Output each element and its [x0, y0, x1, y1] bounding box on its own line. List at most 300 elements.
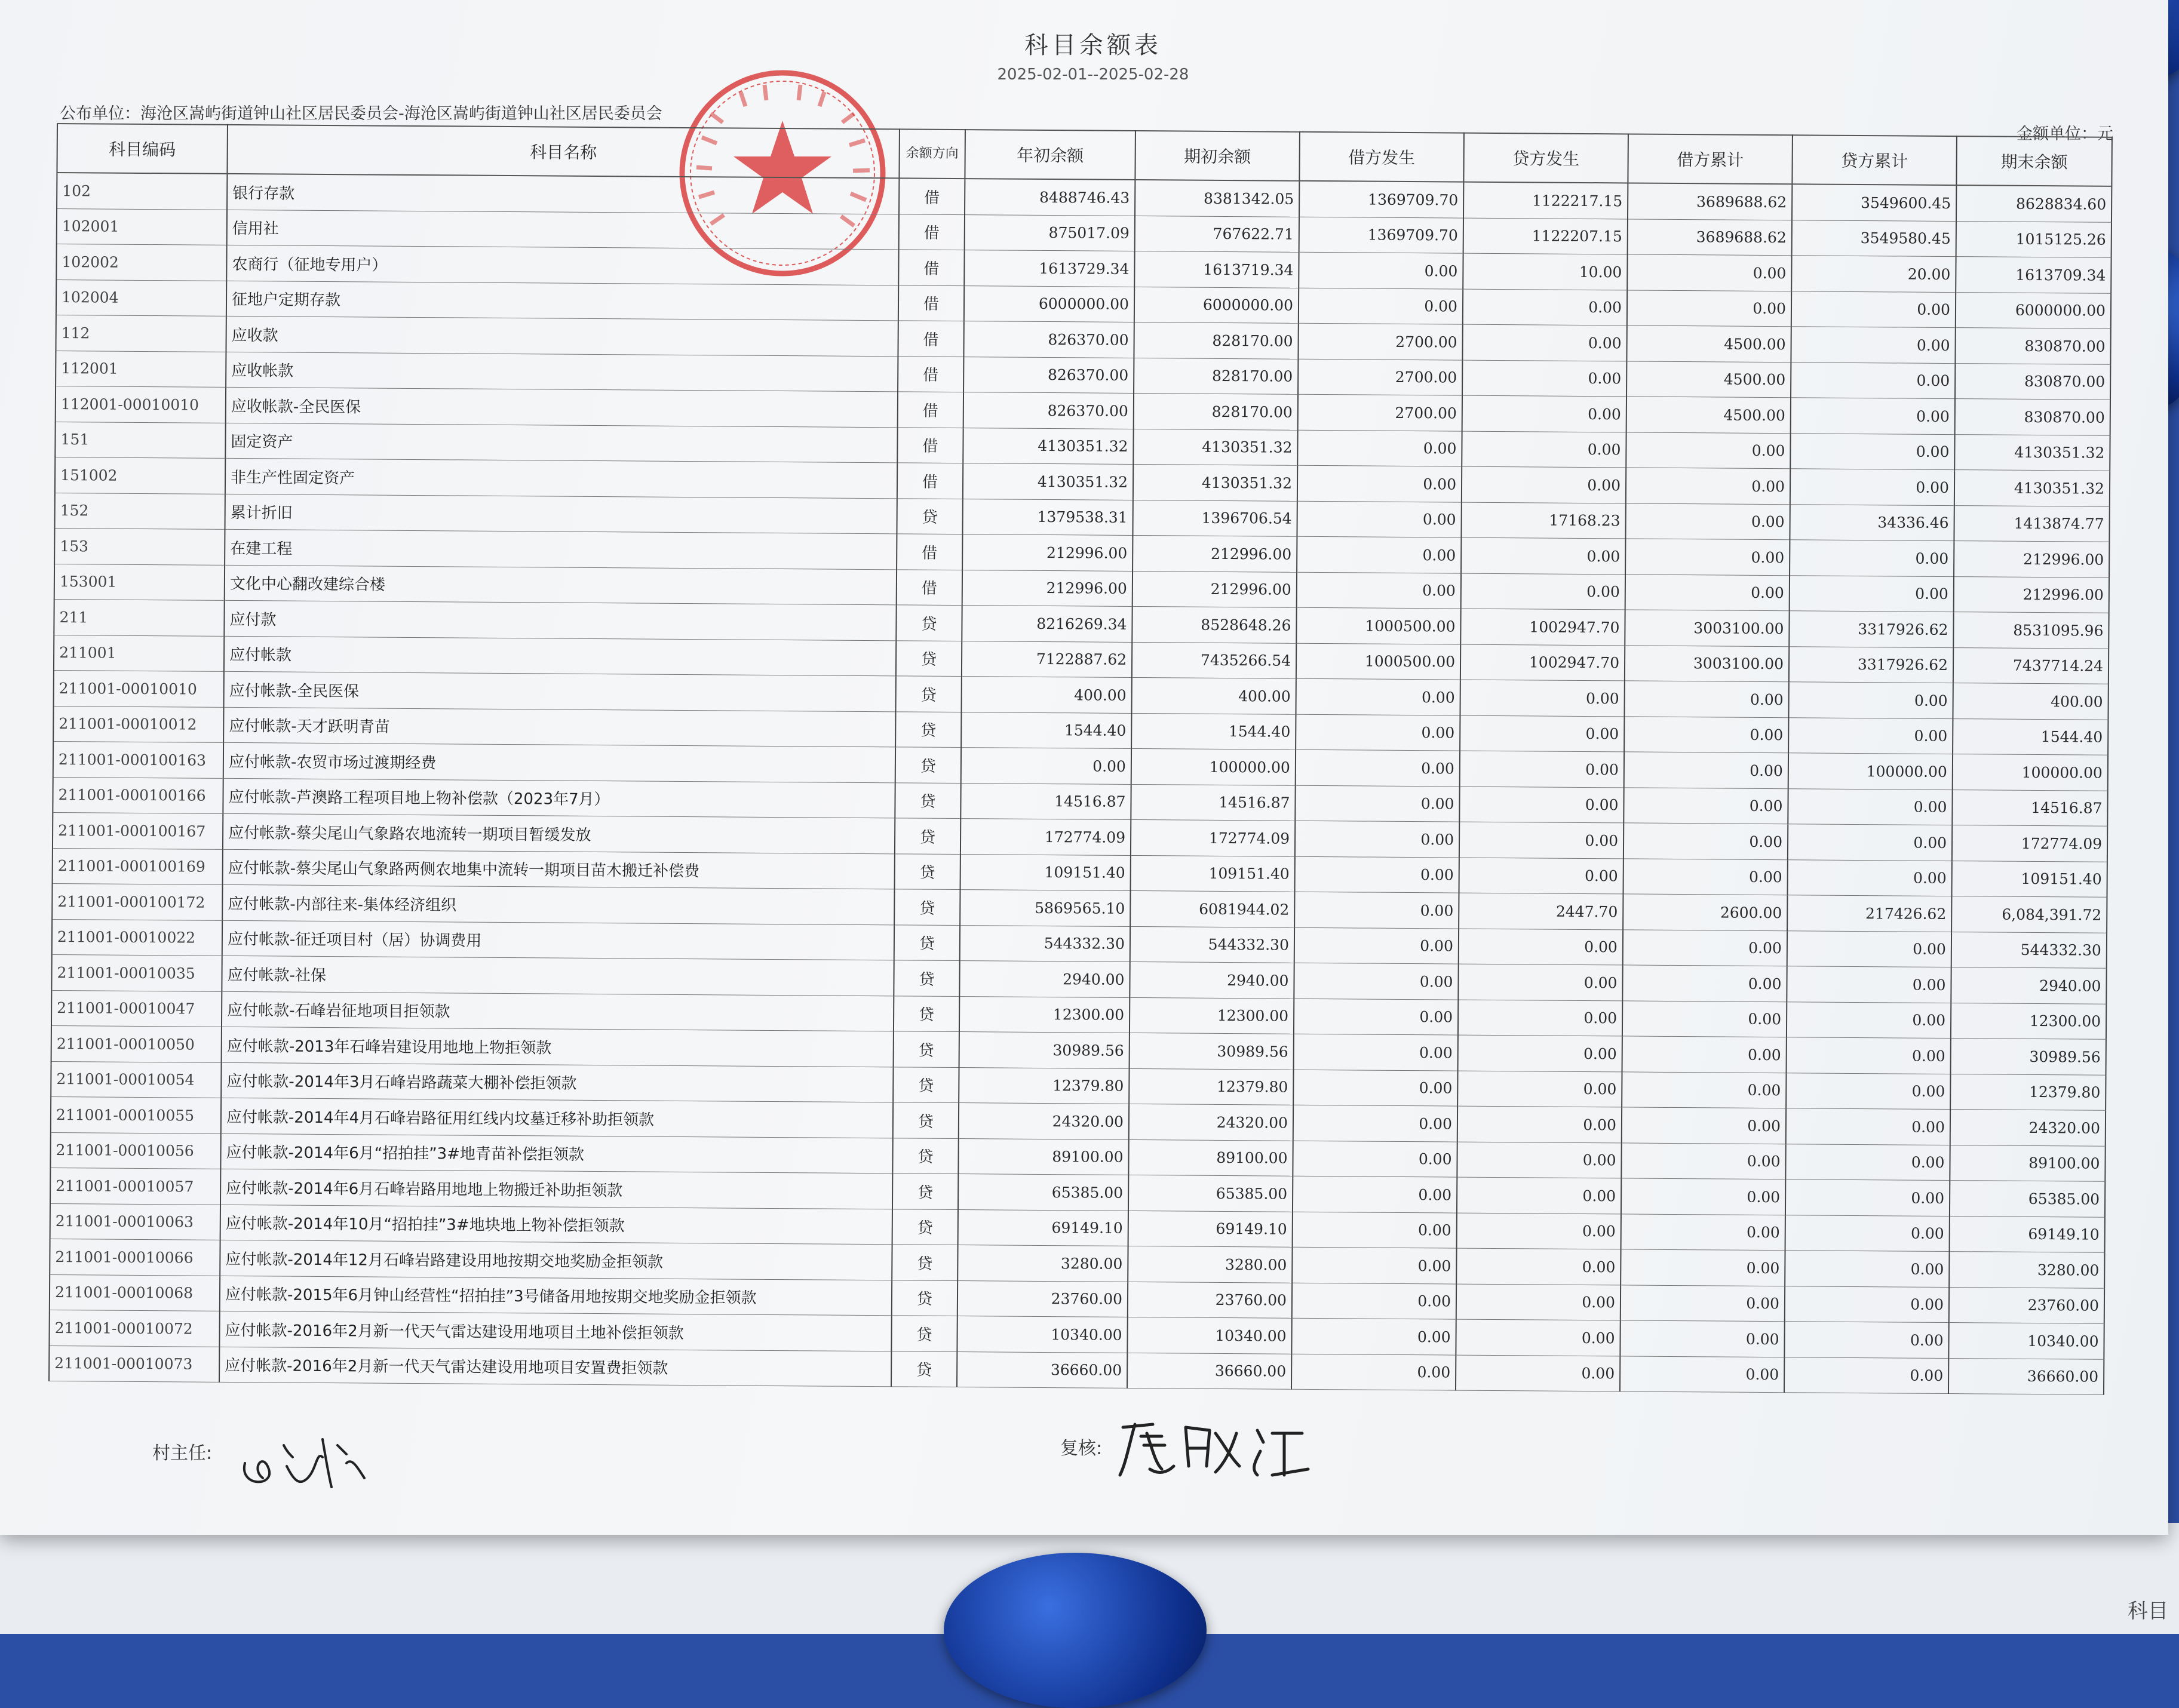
cell-debit-cum: 4500.00	[1626, 325, 1791, 362]
cell-dir: 借	[898, 392, 963, 428]
cell-credit: 0.00	[1457, 1106, 1622, 1142]
cell-closing: 4130351.32	[1954, 470, 2110, 506]
cell-name: 征地户定期存款	[226, 281, 898, 321]
cell-opening-period: 212996.00	[1133, 571, 1297, 607]
cell-code: 102	[57, 173, 227, 210]
cell-opening-year: 544332.30	[960, 925, 1130, 961]
cell-credit: 17168.23	[1461, 502, 1625, 539]
cell-debit: 0.00	[1297, 430, 1462, 466]
cell-dir: 贷	[895, 747, 961, 783]
cell-code: 211001-00010010	[54, 670, 224, 706]
cell-debit-cum: 0.00	[1623, 787, 1788, 824]
cell-name: 非生产性固定资产	[225, 458, 897, 498]
cell-credit: 0.00	[1460, 751, 1624, 787]
cell-code: 211001-00010012	[53, 706, 223, 742]
cell-credit: 0.00	[1462, 395, 1626, 432]
cell-name: 应付帐款-2014年6月“招拍挂”3#地青苗补偿拒领款	[220, 1133, 892, 1174]
cell-credit: 1002947.70	[1460, 644, 1625, 681]
cell-credit-cum: 0.00	[1785, 1144, 1950, 1180]
cell-dir: 贷	[892, 1280, 957, 1316]
cell-credit-cum: 3549580.45	[1792, 220, 1956, 256]
cell-dir: 借	[897, 463, 963, 499]
cell-name: 应付帐款-2014年4月石峰岩路征用红线内坟墓迁移补助拒领款	[221, 1098, 893, 1138]
cell-code: 152	[55, 493, 225, 529]
cell-dir: 借	[898, 321, 963, 357]
cell-debit: 0.00	[1293, 1105, 1457, 1141]
cell-code: 102001	[57, 208, 227, 245]
cell-name: 应付帐款-2014年6月石峰岩路用地地上物搬迁补助拒领款	[220, 1169, 892, 1209]
cell-dir: 借	[897, 569, 962, 605]
cell-closing: 24320.00	[1950, 1110, 2106, 1146]
cell-name: 在建工程	[225, 529, 897, 569]
header-debit-cumulative: 借方累计	[1628, 134, 1793, 184]
reviewer-signature	[1111, 1409, 1338, 1493]
cell-opening-period: 1544.40	[1131, 713, 1296, 749]
cell-dir: 借	[898, 356, 963, 392]
cell-debit-cum: 0.00	[1627, 290, 1791, 326]
cell-credit: 0.00	[1462, 360, 1626, 397]
cell-debit-cum: 0.00	[1624, 716, 1788, 752]
cell-closing: 212996.00	[1954, 541, 2109, 577]
cell-closing: 36660.00	[1948, 1358, 2104, 1394]
cell-dir: 贷	[894, 924, 960, 960]
cell-closing: 89100.00	[1950, 1145, 2105, 1181]
cell-dir: 贷	[895, 711, 961, 747]
cell-opening-period: 8528648.26	[1132, 606, 1296, 643]
cell-debit: 0.00	[1292, 1247, 1456, 1283]
cell-code: 211001-00010063	[50, 1203, 220, 1240]
cell-debit: 0.00	[1295, 821, 1459, 857]
cell-name: 应付帐款-2014年10月“招拍挂”3#地块地上物补偿拒领款	[220, 1205, 892, 1245]
cell-credit: 0.00	[1456, 1284, 1621, 1320]
cell-code: 211001-00010057	[50, 1168, 220, 1204]
cell-credit-cum: 0.00	[1788, 788, 1952, 825]
cell-code: 211001-000100166	[53, 777, 223, 813]
cell-credit: 1002947.70	[1460, 609, 1625, 645]
table-body	[49, 173, 2112, 1394]
cell-debit-cum: 0.00	[1620, 1356, 1784, 1392]
cell-closing: 2940.00	[1951, 967, 2106, 1004]
cell-opening-period: 36660.00	[1127, 1353, 1291, 1389]
cell-code: 211001	[54, 635, 224, 671]
cell-credit-cum: 3317926.62	[1789, 646, 1953, 683]
cell-dir: 贷	[894, 960, 959, 996]
cell-dir: 借	[899, 214, 965, 250]
cell-debit: 2700.00	[1298, 323, 1462, 360]
cell-debit-cum: 0.00	[1625, 539, 1790, 575]
cell-dir: 贷	[896, 640, 962, 676]
cell-opening-period: 23760.00	[1128, 1282, 1292, 1318]
cell-closing: 830870.00	[1955, 328, 2110, 364]
cell-name: 应付帐款-芦澳路工程项目地上物补偿款（2023年7月）	[223, 778, 895, 818]
cell-credit: 0.00	[1457, 1071, 1622, 1107]
header-opening-period-balance: 期初余额	[1135, 131, 1300, 181]
cell-opening-period: 767622.71	[1135, 216, 1299, 252]
cell-closing: 1613709.34	[1956, 257, 2111, 293]
cell-opening-year: 400.00	[961, 677, 1131, 713]
cell-debit: 1000500.00	[1296, 607, 1460, 644]
cell-dir: 贷	[895, 676, 961, 712]
cell-closing: 212996.00	[1954, 576, 2109, 613]
cell-opening-year: 65385.00	[958, 1174, 1128, 1211]
cell-credit: 0.00	[1461, 573, 1625, 610]
cell-name: 应付帐款-全民医保	[224, 671, 896, 711]
cell-name: 信用社	[227, 210, 899, 250]
cell-debit-cum: 0.00	[1621, 1178, 1785, 1215]
cell-closing: 1015125.26	[1956, 221, 2112, 257]
cell-opening-period: 828170.00	[1134, 393, 1298, 429]
cell-credit-cum: 0.00	[1791, 327, 1955, 363]
village-head-signature	[227, 1421, 382, 1499]
cell-debit-cum: 0.00	[1620, 1320, 1784, 1357]
publishing-unit: 公布单位：海沧区嵩屿街道钟山社区居民委员会-海沧区嵩屿街道钟山社区居民委员会	[60, 105, 662, 123]
cell-opening-period: 65385.00	[1128, 1175, 1293, 1211]
header-opening-year-balance: 年初余额	[965, 130, 1135, 180]
cell-opening-year: 36660.00	[957, 1351, 1127, 1388]
cell-code: 151	[55, 422, 225, 458]
cell-code: 112001-00010010	[56, 386, 226, 422]
cell-dir: 贷	[895, 818, 960, 854]
cell-debit: 0.00	[1297, 572, 1461, 609]
cell-name: 应收帐款-全民医保	[226, 387, 898, 427]
cell-name: 应付帐款-2016年2月新一代天气雷达建设用地项目安置费拒领款	[219, 1347, 891, 1387]
document-period: 2025-02-01--2025-02-28	[997, 66, 1189, 84]
cell-closing: 12379.80	[1950, 1074, 2106, 1110]
cell-code: 211001-000100167	[53, 812, 223, 849]
cell-name: 应付帐款-天才跃明青苗	[223, 707, 895, 747]
cell-opening-period: 109151.40	[1131, 855, 1295, 892]
cell-closing: 109151.40	[1951, 861, 2107, 897]
cell-name: 应付帐款-2016年2月新一代天气雷达建设用地项目土地补偿拒领款	[219, 1311, 891, 1351]
cell-closing: 830870.00	[1955, 363, 2110, 400]
cell-credit: 0.00	[1462, 431, 1626, 468]
cell-code: 211001-00010073	[49, 1345, 219, 1382]
cell-dir: 贷	[891, 1316, 957, 1351]
cell-credit: 2447.70	[1459, 893, 1623, 929]
cell-credit-cum: 0.00	[1784, 1357, 1948, 1393]
cell-credit: 0.00	[1459, 858, 1623, 894]
cell-code: 102004	[56, 279, 226, 316]
cell-credit-cum: 0.00	[1790, 540, 1954, 576]
account-balance-table	[48, 123, 2113, 1395]
cell-credit-cum: 217426.62	[1787, 895, 1951, 932]
cell-debit: 0.00	[1293, 1070, 1457, 1106]
cell-credit-cum: 0.00	[1785, 1286, 1949, 1322]
cell-debit-cum: 4500.00	[1626, 397, 1791, 433]
cell-credit-cum: 0.00	[1790, 433, 1954, 469]
cell-debit: 0.00	[1294, 1034, 1458, 1070]
cell-debit-cum: 0.00	[1621, 1142, 1785, 1179]
cell-credit: 1122207.15	[1463, 218, 1628, 254]
cell-closing: 7437714.24	[1953, 647, 2109, 684]
cell-debit-cum: 3003100.00	[1625, 645, 1789, 681]
cell-credit: 0.00	[1458, 964, 1622, 1000]
cell-debit-cum: 0.00	[1622, 1071, 1786, 1108]
cell-debit: 0.00	[1293, 1212, 1457, 1248]
cell-dir: 贷	[895, 782, 960, 818]
cell-opening-year: 826370.00	[963, 321, 1134, 358]
cell-opening-year: 12379.80	[959, 1067, 1129, 1104]
cell-dir: 贷	[892, 1209, 958, 1245]
cell-code: 211001-00010072	[49, 1310, 219, 1346]
cell-credit: 1122217.15	[1463, 182, 1628, 219]
cell-debit-cum: 0.00	[1621, 1249, 1785, 1286]
cell-credit-cum: 3549600.45	[1792, 184, 1956, 221]
cell-name: 银行存款	[227, 174, 899, 214]
cell-name: 应付帐款-农贸市场过渡期经费	[223, 742, 895, 782]
cell-credit-cum: 0.00	[1785, 1215, 1950, 1251]
cell-code: 112	[56, 315, 226, 351]
cell-opening-period: 6081944.02	[1130, 890, 1294, 927]
cell-debit: 2700.00	[1298, 394, 1462, 431]
cell-credit-cum: 0.00	[1785, 1179, 1950, 1216]
cell-opening-year: 7122887.62	[962, 641, 1132, 677]
cell-credit-cum: 100000.00	[1788, 753, 1953, 790]
cell-closing: 172774.09	[1952, 825, 2107, 862]
cell-credit: 0.00	[1456, 1248, 1621, 1285]
cell-debit-cum: 0.00	[1622, 965, 1787, 1002]
currency-unit: 金额单位：元	[2017, 125, 2113, 143]
cell-opening-year: 89100.00	[958, 1138, 1128, 1175]
cell-opening-year: 4130351.32	[963, 428, 1133, 464]
cell-opening-year: 4130351.32	[963, 463, 1133, 500]
cell-closing: 6000000.00	[1956, 292, 2111, 328]
cell-opening-year: 1613729.34	[964, 250, 1134, 287]
cell-debit: 0.00	[1299, 288, 1463, 324]
cell-dir: 贷	[895, 853, 960, 889]
cell-code: 211001-00010054	[51, 1061, 221, 1098]
next-sheet-label: 科目	[2128, 1599, 2168, 1623]
cell-debit: 0.00	[1299, 252, 1463, 288]
cell-opening-year: 0.00	[961, 748, 1131, 784]
cell-opening-period: 14516.87	[1131, 784, 1295, 821]
cell-opening-period: 89100.00	[1128, 1139, 1293, 1176]
cell-dir: 贷	[894, 1031, 959, 1067]
cell-credit-cum: 0.00	[1787, 966, 1951, 1003]
cell-closing: 6,084,391.72	[1951, 896, 2107, 933]
cell-dir: 借	[897, 427, 963, 463]
cell-code: 211001-00010050	[51, 1025, 222, 1062]
cell-closing: 3280.00	[1949, 1252, 2104, 1288]
cell-credit: 0.00	[1458, 1000, 1622, 1036]
cell-credit: 10.00	[1463, 253, 1627, 290]
cell-credit-cum: 0.00	[1787, 1037, 1951, 1074]
cell-credit: 0.00	[1462, 466, 1626, 503]
cell-code: 211001-00010022	[52, 919, 222, 956]
cell-opening-year: 1379538.31	[962, 499, 1133, 535]
cell-credit: 0.00	[1460, 680, 1624, 716]
cell-credit: 0.00	[1462, 324, 1626, 361]
cell-name: 应收款	[226, 316, 898, 356]
cell-name: 应付帐款-内部往来-集体经济组织	[222, 884, 894, 924]
cell-name: 固定资产	[225, 423, 897, 463]
cell-name: 应付款	[224, 600, 896, 640]
cell-credit: 0.00	[1459, 929, 1623, 965]
cell-debit: 0.00	[1296, 749, 1460, 786]
cell-credit-cum: 0.00	[1786, 1108, 1950, 1145]
cell-credit-cum: 0.00	[1786, 1073, 1950, 1109]
cell-debit-cum: 0.00	[1621, 1285, 1785, 1321]
cell-closing: 830870.00	[1955, 399, 2110, 435]
cell-debit: 0.00	[1295, 785, 1459, 822]
cell-opening-period: 100000.00	[1131, 748, 1296, 785]
cell-credit: 0.00	[1458, 1035, 1622, 1071]
cell-credit: 0.00	[1459, 822, 1623, 858]
cell-credit: 0.00	[1457, 1213, 1621, 1249]
cell-credit-cum: 0.00	[1788, 717, 1953, 754]
cell-debit: 0.00	[1297, 501, 1461, 537]
cell-opening-year: 875017.09	[965, 214, 1135, 251]
cell-dir: 贷	[893, 1067, 959, 1102]
cell-dir: 借	[899, 178, 965, 214]
cell-opening-period: 3280.00	[1128, 1246, 1292, 1282]
cell-name: 应收帐款	[226, 352, 898, 392]
cell-name: 累计折旧	[225, 494, 897, 534]
cell-debit: 0.00	[1291, 1318, 1456, 1354]
cell-opening-period: 828170.00	[1134, 358, 1298, 394]
cell-dir: 贷	[894, 996, 959, 1031]
cell-debit-cum: 2600.00	[1623, 894, 1787, 930]
cell-code: 211	[54, 599, 224, 635]
cell-opening-period: 69149.10	[1128, 1211, 1293, 1247]
cell-code: 211001-00010047	[51, 990, 222, 1027]
cell-credit-cum: 0.00	[1790, 575, 1954, 612]
cell-name: 文化中心翻改建综合楼	[225, 565, 897, 605]
cell-credit-cum: 0.00	[1784, 1322, 1948, 1358]
cell-closing: 69149.10	[1950, 1216, 2105, 1252]
cell-dir: 贷	[892, 1174, 958, 1209]
cell-name: 应付帐款-征迁项目村（居）协调费用	[222, 920, 894, 960]
cell-closing: 12300.00	[1951, 1003, 2106, 1039]
cell-debit: 0.00	[1293, 1176, 1457, 1212]
cell-credit-cum: 34336.46	[1790, 504, 1954, 540]
cell-debit: 0.00	[1291, 1354, 1456, 1390]
cell-credit-cum: 0.00	[1787, 859, 1951, 896]
cell-debit-cum: 0.00	[1622, 1000, 1787, 1037]
header-credit-cumulative: 贷方累计	[1792, 135, 1957, 185]
cell-opening-year: 24320.00	[959, 1103, 1129, 1139]
cell-opening-year: 8216269.34	[962, 606, 1132, 642]
cell-opening-year: 2940.00	[959, 961, 1130, 997]
cell-opening-period: 1396706.54	[1133, 500, 1297, 536]
cell-name: 应付帐款-2015年6月钟山经营性“招拍挂”3号储备用地按期交地奖励金拒领款	[220, 1276, 892, 1316]
cell-code: 211001-000100169	[53, 848, 223, 884]
cell-opening-year: 12300.00	[959, 996, 1130, 1033]
cell-closing: 1413874.77	[1954, 505, 2109, 542]
cell-opening-period: 4130351.32	[1133, 429, 1297, 465]
cell-dir: 贷	[894, 889, 960, 925]
cell-opening-year: 5869565.10	[960, 890, 1130, 926]
cell-credit-cum: 0.00	[1791, 291, 1956, 327]
cell-credit-cum: 0.00	[1785, 1251, 1949, 1287]
cell-opening-period: 400.00	[1131, 677, 1296, 714]
cell-opening-period: 7435266.54	[1132, 642, 1296, 678]
cell-closing: 400.00	[1953, 683, 2108, 720]
cell-credit-cum: 0.00	[1787, 1002, 1951, 1038]
cell-debit-cum: 3689688.62	[1628, 183, 1792, 220]
cell-credit: 0.00	[1456, 1355, 1620, 1391]
cell-opening-period: 12379.80	[1129, 1068, 1293, 1105]
cell-closing: 544332.30	[1951, 932, 2107, 968]
cell-debit-cum: 0.00	[1621, 1214, 1785, 1250]
cell-opening-year: 1544.40	[961, 712, 1131, 748]
cell-code: 211001-00010066	[50, 1239, 220, 1275]
cell-code: 211001-00010055	[51, 1096, 221, 1133]
cell-code: 211001-00010035	[51, 954, 222, 991]
cell-dir: 借	[898, 285, 964, 321]
cell-credit-cum: 3317926.62	[1789, 611, 1953, 647]
cell-debit: 0.00	[1294, 892, 1459, 928]
header-balance-direction: 余额方向	[899, 129, 965, 179]
header-account-name: 科目名称	[227, 125, 900, 178]
cell-code: 211001-00010068	[50, 1274, 220, 1311]
cell-closing: 1544.40	[1953, 718, 2108, 755]
cell-opening-year: 8488746.43	[965, 179, 1135, 216]
cell-debit-cum: 0.00	[1625, 503, 1790, 539]
cell-closing: 8531095.96	[1953, 612, 2109, 649]
cell-debit-cum: 0.00	[1622, 1036, 1787, 1073]
cell-debit-cum: 4500.00	[1626, 361, 1791, 397]
cell-dir: 贷	[892, 1245, 957, 1280]
cell-name: 应付帐款-蔡尖尾山气象路农地流转一期项目暂缓发放	[223, 813, 895, 853]
cell-code: 112001	[56, 351, 226, 387]
cell-dir: 借	[897, 534, 962, 570]
cell-debit: 1369709.70	[1299, 217, 1463, 253]
cell-opening-period: 24320.00	[1129, 1104, 1293, 1140]
cell-opening-year: 3280.00	[957, 1245, 1128, 1282]
cell-code: 102002	[56, 244, 226, 281]
cell-debit-cum: 0.00	[1623, 823, 1788, 859]
header-credit-amount: 贷方发生	[1463, 133, 1628, 183]
cell-dir: 贷	[897, 498, 962, 534]
cell-code: 211001-000100163	[53, 741, 223, 778]
cell-credit-cum: 0.00	[1791, 362, 1955, 398]
cell-name: 应付帐款	[224, 636, 896, 676]
cell-opening-year: 14516.87	[960, 783, 1131, 819]
cell-debit: 0.00	[1297, 465, 1462, 502]
cell-debit-cum: 0.00	[1624, 752, 1788, 788]
cell-opening-period: 12300.00	[1130, 997, 1294, 1034]
header-closing-balance: 期末余额	[1956, 136, 2112, 186]
cell-credit-cum: 0.00	[1788, 682, 1953, 718]
header-debit-amount: 借方发生	[1299, 132, 1464, 182]
cell-credit-cum: 0.00	[1791, 398, 1955, 434]
cell-closing: 10340.00	[1948, 1323, 2104, 1359]
cell-opening-year: 212996.00	[962, 570, 1133, 606]
cell-opening-period: 6000000.00	[1134, 287, 1299, 323]
cell-debit-cum: 3003100.00	[1625, 610, 1789, 646]
cell-opening-period: 30989.56	[1130, 1033, 1294, 1069]
cell-credit-cum: 0.00	[1788, 824, 1952, 861]
cell-debit-cum: 0.00	[1626, 432, 1790, 468]
cell-credit: 0.00	[1459, 787, 1623, 823]
cell-opening-year: 23760.00	[957, 1280, 1128, 1317]
cell-code: 151002	[55, 457, 225, 493]
cell-name: 应付帐款-2013年石峰岩建设用地地上物拒领款	[222, 1027, 894, 1067]
cell-debit: 0.00	[1294, 963, 1458, 999]
cell-closing: 30989.56	[1951, 1039, 2106, 1075]
cell-debit-cum: 0.00	[1622, 1107, 1786, 1144]
cell-debit-cum: 0.00	[1626, 468, 1790, 504]
cell-dir: 贷	[893, 1102, 959, 1138]
cell-debit: 0.00	[1292, 1283, 1456, 1319]
village-head-label: 村主任:	[152, 1443, 213, 1464]
cell-opening-year: 826370.00	[963, 392, 1134, 429]
cell-closing: 4130351.32	[1954, 434, 2110, 471]
cell-opening-period: 8381342.05	[1135, 180, 1299, 217]
cell-closing: 100000.00	[1953, 754, 2108, 791]
cell-name: 应付帐款-石峰岩征地项目拒领款	[222, 991, 894, 1031]
